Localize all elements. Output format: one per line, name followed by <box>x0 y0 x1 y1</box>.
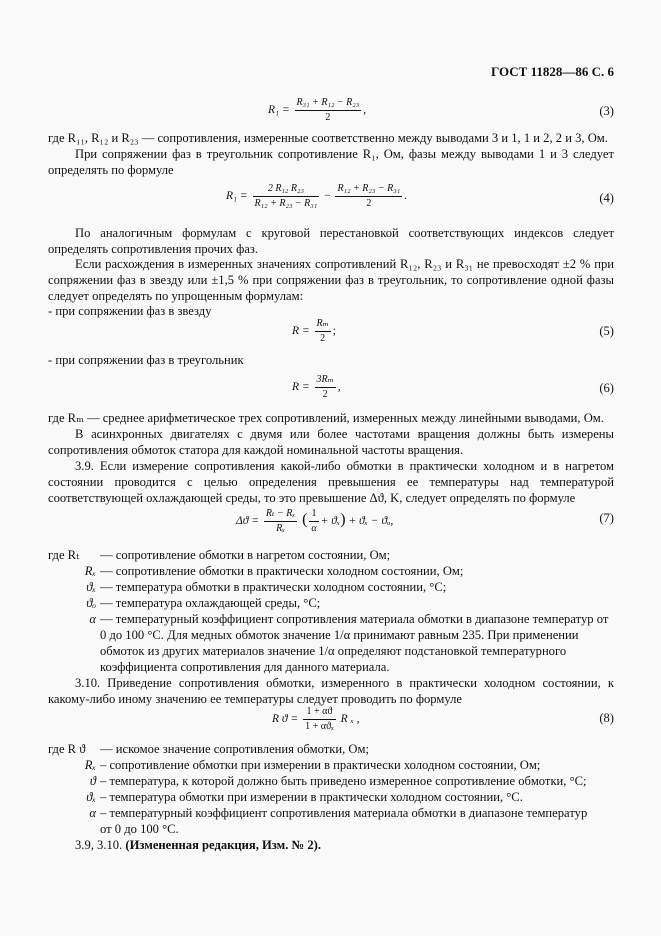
paragraph: где R₁₁, R₁₂ и R₂₃ — сопротивления, измеренные соответственно между выводами 3 и 1, 1 и 2, 2 и 3, Ом. <box>48 131 608 145</box>
formula-3: R₁ = $\frac{\text{R₃₁ + R₁₂ − R₂₃}}{2}$ , <box>268 97 367 123</box>
fraction: $\frac{\text{R₁₂ + R₂₃ − R₃₁}}{2}$ <box>337 183 401 209</box>
equation-number: (8) <box>599 711 614 725</box>
paragraph: - при сопряжении фаз в звезду <box>48 304 212 318</box>
page-header: ГОСТ 11828—86 С. 6 <box>491 64 614 79</box>
paragraph: В асинхронных двигателях с двумя или более частотами вращения должны быть измерены сопротивления обмоток статора для каждой номинальной частоты вращения. <box>48 427 614 457</box>
equation-number: (3) <box>599 104 614 118</box>
definition-row: где R ϑ — искомое значение сопротивления обмотки, Ом; <box>48 742 369 756</box>
paragraph: Если расхождения в измеренных значениях сопротивлений R₁₂, R₂₃ и R₃₁ не превосходят ±2 % при сопряжении фаз в звезду или ±1,5 % при сопряжении фаз в треугольник, то сопротивление одной фазы следует определять по упрощенным формулам: <box>48 257 614 303</box>
definition-row: ϑₓ – температура обмотки при измерении в практически холодном состоянии, °С. <box>86 790 523 804</box>
definition-row: α – температурный коэффициент сопротивления материала обмотки в диапазоне температур <box>89 806 588 820</box>
definition-row: ϑₓ — температура обмотки в практически холодном состоянии, °С; <box>86 580 447 594</box>
paragraph: По аналогичным формулам с круговой перестановкой соответствующих индексов следует определять сопротивления прочих фаз. <box>48 226 614 256</box>
fraction: $\frac{\text{R₃₁ + R₁₂ − R₂₃}}{2}$ <box>296 97 360 123</box>
equation-number: (6) <box>599 381 614 395</box>
definition-row: Rₓ – сопротивление обмотки при измерении в практически холодном состоянии, Ом; <box>84 758 541 772</box>
equation-number: (4) <box>599 191 614 205</box>
fraction: $\frac{\text{Rₜ − Rₓ}}{\text{Rₓ}}$ <box>265 508 296 534</box>
paragraph: где Rₘ — среднее арифметическое трех сопротивлений, измеренных между линейными выводами, Ом. <box>48 411 604 425</box>
paragraph: 3.9. Если измерение сопротивления какой-либо обмотки в практически холодном и в нагретом состоянии проводится с целью определения превышения ее температуры над температурой соответствующей охлаждающей среды, то это превышение Δϑ, K, следует определять по формуле <box>48 459 614 505</box>
fraction: $\frac{\text{2 R₁₂ R₂₃}}{\text{R₁₂ + R₂₃ − R₃₁}}$ <box>254 183 318 209</box>
definition-row: α — температурный коэффициент сопротивления материала обмотки в диапазоне температур от <box>89 612 609 626</box>
formula-8: R ϑ = $\frac{1 + \alpha ϑ}{\text{1 + αϑₓ}}$ R ₓ , <box>272 706 360 732</box>
formula-5: R = $\frac{\text{Rₘ}}{2}$ ; <box>292 318 336 344</box>
fraction: $\frac{\text{3Rₘ}}{2}$ <box>316 374 334 400</box>
formula-4: R₁ = $\frac{\text{2 R₁₂ R₂₃}}{\text{R₁₂ + R₂₃ − R₃₁}}$ − $\frac{\text{R₁₂ + R₂₃ − R₃₁}}{2}$ . <box>226 183 408 209</box>
fraction: $\frac{1 + \alpha ϑ}{\text{1 + αϑₓ}}$ <box>305 706 334 732</box>
equation-number: (5) <box>599 324 614 338</box>
formula-lhs: R₁ = <box>268 104 290 117</box>
definition-continuation: 0 до 100 °С. Для медных обмоток значение 1/α принимают равным 235. При применении <box>100 628 579 642</box>
definition-list <box>48 741 614 837</box>
definition-row: ϑ – температура, к которой должно быть приведено измеренное сопротивление обмотки, °С; <box>89 774 587 788</box>
definition-row: ϑₒ — температура охлаждающей среды, °С; <box>86 596 321 610</box>
paragraph: 3.10. Приведение сопротивления обмотки, измеренного в практически холодном состоянии, к какому-либо иному значению ее температуры следует проводить по формуле <box>48 676 614 706</box>
amendment-note: 3.9, 3.10. (Измененная редакция, Изм. № 2). <box>75 838 322 852</box>
definition-continuation: от 0 до 100 °С. <box>100 822 179 836</box>
definition-continuation: обмоток из других материалов значение 1/α определяют подстановкой температурного <box>100 644 567 658</box>
formula-7: Δϑ = $\frac{\text{Rₜ − Rₓ}}{\text{Rₓ}}$ ( $\frac{1}{\alpha}$ + ϑₓ) + ϑₓ − ϑₒ, <box>236 508 394 534</box>
paragraph: - при сопряжении фаз в треугольник <box>48 353 244 367</box>
equation-number: (7) <box>599 511 614 525</box>
formula-6: R = $\frac{\text{3Rₘ}}{2}$ , <box>292 374 341 400</box>
fraction: $\frac{\text{Rₘ}}{2}$ <box>316 318 329 344</box>
definition-row: где Rₜ — сопротивление обмотки в нагретом состоянии, Ом; <box>48 548 391 562</box>
fraction: $\frac{1}{\alpha}$ <box>311 508 317 534</box>
definition-continuation: коэффициента сопротивления для данного материала. <box>100 660 390 674</box>
definition-list <box>48 547 614 675</box>
definition-row: Rₓ — сопротивление обмотки в практически холодном состоянии, Ом; <box>84 564 464 578</box>
paragraph: При сопряжении фаз в треугольник сопротивление R₁, Ом, фазы между выводами 1 и 3 следует определять по формуле <box>48 147 614 177</box>
